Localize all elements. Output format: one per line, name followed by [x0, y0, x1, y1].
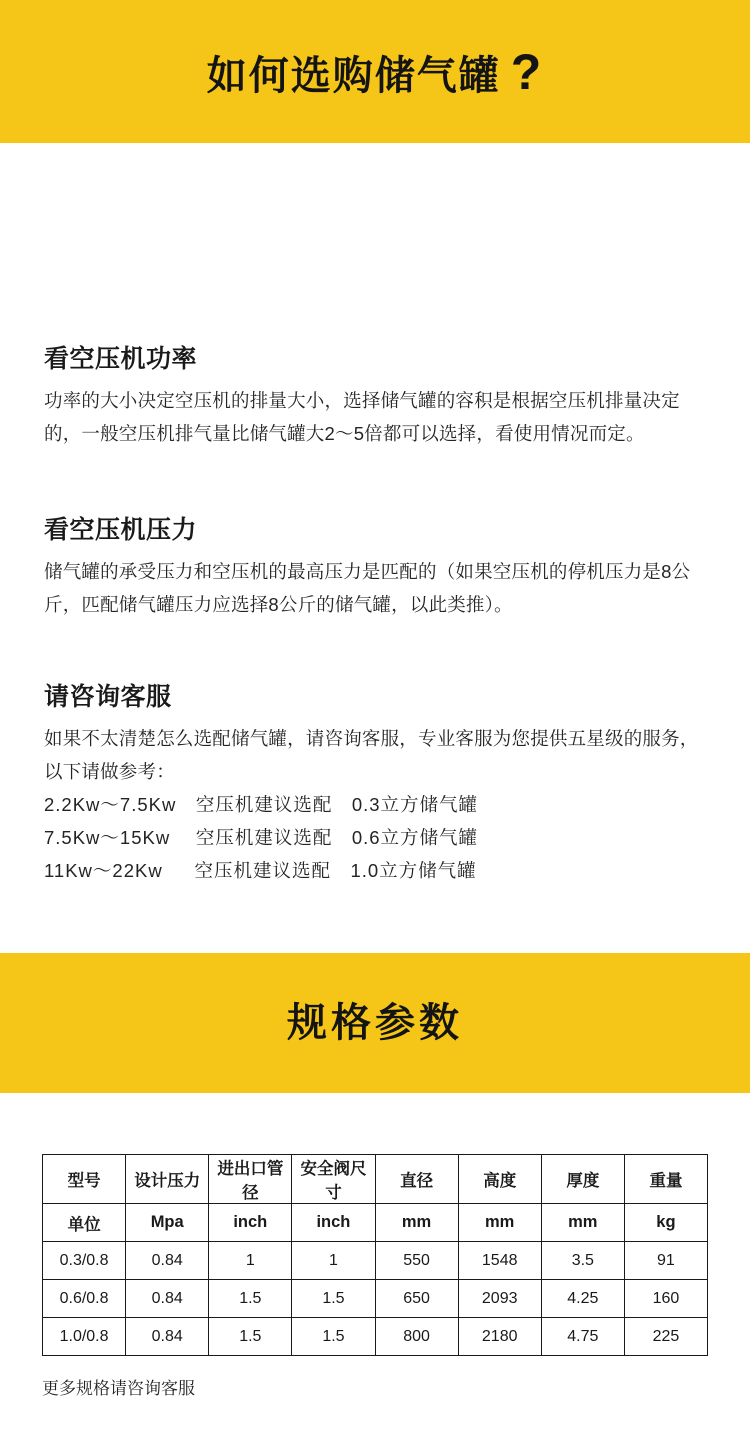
table-cell: 1548	[458, 1242, 541, 1280]
spacer-bottom	[0, 1399, 750, 1443]
table-cell: 2180	[458, 1318, 541, 1356]
spec-banner-title-group	[287, 1003, 463, 1043]
table-unit-row	[43, 1204, 708, 1242]
table-header-cell: 型号	[43, 1155, 126, 1204]
table-header-cell: 安全阀尺寸	[292, 1155, 375, 1204]
table-cell: 1	[209, 1242, 292, 1280]
table-header-cell: 厚度	[541, 1155, 624, 1204]
top-banner-title: 如何选购储气罐	[206, 53, 501, 98]
section-pressure-heading: 看空压机压力	[44, 516, 198, 544]
table-header-cell: 直径	[375, 1155, 458, 1204]
table-cell: 0.84	[126, 1280, 209, 1318]
table-cell: 1.5	[292, 1318, 375, 1356]
recommendation-line-2: 7.5Kw～15Kw 空压机建议选配 0.6立方储气罐	[44, 827, 479, 848]
table-header-cell: 进出口管径	[209, 1155, 292, 1204]
table-footnote: 更多规格请咨询客服	[42, 1379, 195, 1398]
table-cell: 160	[624, 1280, 707, 1318]
table-cell: inch	[292, 1204, 375, 1242]
table-cell: 650	[375, 1280, 458, 1318]
section-pressure-body: 储气罐的承受压力和空压机的最高压力是匹配的（如果空压机的停机压力是8公斤，匹配储气罐压力应选择8公斤的储气罐，以此类推）。	[44, 561, 691, 615]
recommendation-line-1: 2.2Kw～7.5Kw 空压机建议选配 0.3立方储气罐	[44, 794, 479, 815]
table-cell: mm	[375, 1204, 458, 1242]
table-cell: mm	[458, 1204, 541, 1242]
section-power-body: 功率的大小决定空压机的排量大小，选择储气罐的容积是根据空压机排量决定的，一般空压机排气量比储气罐大2～5倍都可以选择，看使用情况而定。	[44, 390, 680, 444]
top-banner-title-group	[206, 43, 544, 100]
top-banner	[0, 0, 750, 143]
table-cell: 4.75	[541, 1318, 624, 1356]
table-cell: 1.5	[209, 1318, 292, 1356]
table-cell: kg	[624, 1204, 707, 1242]
table-cell: 1	[292, 1242, 375, 1280]
table-cell: 0.3/0.8	[43, 1242, 126, 1280]
table-cell: 0.6/0.8	[43, 1280, 126, 1318]
table-cell: 1.5	[292, 1280, 375, 1318]
table-row	[43, 1242, 708, 1280]
table-header-cell: 高度	[458, 1155, 541, 1204]
table-cell: 2093	[458, 1280, 541, 1318]
table-cell: 800	[375, 1318, 458, 1356]
spacer-2	[44, 621, 706, 677]
table-cell: 1.0/0.8	[43, 1318, 126, 1356]
table-cell: mm	[541, 1204, 624, 1242]
spacer-top	[44, 143, 706, 339]
recommendation-line-3: 11Kw～22Kw 空压机建议选配 1.0立方储气罐	[44, 860, 477, 881]
table-cell: Mpa	[126, 1204, 209, 1242]
spec-banner	[0, 953, 750, 1093]
section-consult-heading: 请咨询客服	[44, 683, 172, 711]
question-mark: ?	[510, 43, 544, 100]
table-header-row	[43, 1155, 708, 1204]
table-cell: 0.84	[126, 1242, 209, 1280]
spacer-1	[44, 450, 706, 510]
spec-banner-title: 规格参数	[287, 1001, 463, 1045]
table-cell: inch	[209, 1204, 292, 1242]
table-cell: 单位	[43, 1204, 126, 1242]
spec-table-wrap	[0, 1154, 750, 1356]
table-cell: 225	[624, 1318, 707, 1356]
section-pressure	[44, 510, 706, 621]
section-power	[44, 339, 706, 450]
section-consult	[44, 677, 706, 887]
spec-table-head	[43, 1155, 708, 1204]
spec-table-body	[43, 1204, 708, 1356]
table-cell: 91	[624, 1242, 707, 1280]
content-area	[0, 143, 750, 953]
table-cell: 0.84	[126, 1318, 209, 1356]
table-cell: 4.25	[541, 1280, 624, 1318]
table-cell: 3.5	[541, 1242, 624, 1280]
table-header-cell: 设计压力	[126, 1155, 209, 1204]
section-consult-body: 如果不太清楚怎么选配储气罐，请咨询客服，专业客服为您提供五星级的服务，以下请做参考：	[44, 728, 699, 782]
section-power-heading: 看空压机功率	[44, 345, 198, 373]
spacer-3	[44, 887, 706, 953]
table-cell: 550	[375, 1242, 458, 1280]
table-row	[43, 1318, 708, 1356]
table-row	[43, 1280, 708, 1318]
table-cell: 1.5	[209, 1280, 292, 1318]
table-header-cell: 重量	[624, 1155, 707, 1204]
spec-table	[42, 1154, 708, 1356]
